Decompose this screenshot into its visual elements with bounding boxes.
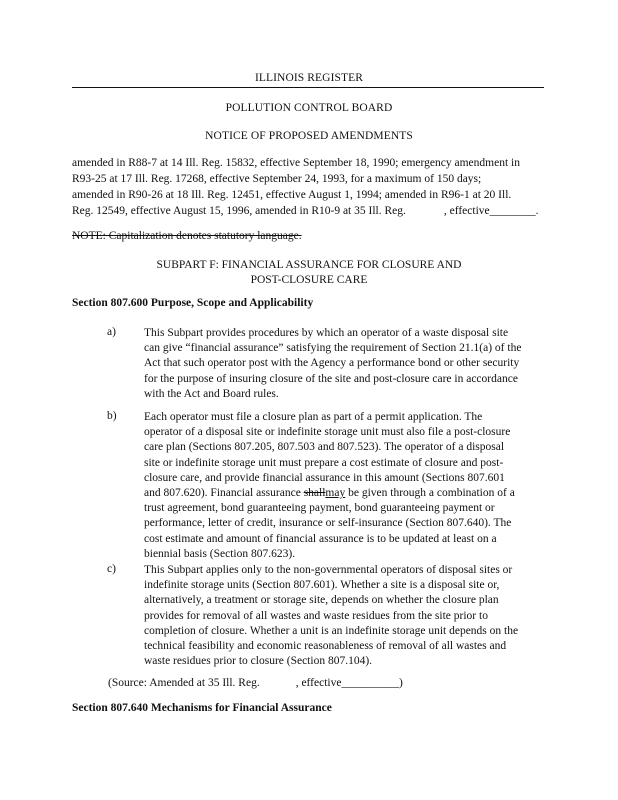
- section-807-600-heading: Section 807.600 Purpose, Scope and Applicability: [72, 297, 314, 309]
- source-effective-blank: __________): [341, 677, 403, 689]
- note-text: NOTE: Capitalization denotes statutory language.: [72, 230, 302, 242]
- item-b-line: Each operator must file a closure plan as part of a permit application. The: [144, 411, 483, 423]
- amended-line-suffix: be given through a combination of a: [345, 487, 515, 500]
- subpart-heading-line2: POST-CLOSURE CARE: [250, 274, 368, 286]
- item-c-line: provides for removal of all wastes and waste residues from the site prior to: [144, 609, 488, 622]
- notice-title: NOTICE OF PROPOSED AMENDMENTS: [205, 130, 413, 142]
- item-b-line: biennial basis (Section 807.623).: [144, 547, 296, 560]
- item-a-body: [144, 326, 554, 402]
- item-c-label: c): [107, 563, 116, 575]
- amended-line-prefix: and 807.620). Financial assurance: [144, 487, 304, 500]
- item-b-line: care plan (Sections 807.205, 807.503 and 807.523). The operator of a disposal: [144, 441, 505, 454]
- item-b-body: [144, 410, 554, 562]
- source-prefix: (Source: Amended at 35 Ill. Reg.: [108, 677, 260, 689]
- history-line: R93-25 at 17 Ill. Reg. 17268, effective September 24, 1993, for a maximum of 150 days;: [72, 173, 482, 185]
- struck-word: shall: [303, 487, 326, 500]
- history-effective-blank: ________.: [489, 205, 539, 217]
- item-b-label: b): [107, 410, 117, 422]
- item-b-line: operator of a disposal site or indefinite storage unit must also file a post-closure: [144, 426, 511, 439]
- item-c-body: [144, 563, 554, 669]
- item-a-line: This Subpart provides procedures by which an operator of a waste disposal site: [144, 327, 509, 339]
- item-c-line: waste residues prior to closure (Section 807.104).: [144, 655, 373, 668]
- item-c-line: alternatively, a treatment or storage site, depends on whether the closure plan: [144, 594, 499, 607]
- item-b-line: site or indefinite storage unit must prepare a cost estimate of closure and post-: [144, 456, 504, 469]
- item-b-line: cost estimate and amount of financial assurance is to be updated at least on a: [144, 532, 497, 545]
- history-line: amended in R88-7 at 14 Ill. Reg. 15832, effective September 18, 1990; emergency amendment in: [72, 157, 520, 169]
- item-a-line: for the purpose of insuring closure of the site and post-closure care in accordance: [144, 372, 518, 385]
- item-a-line: can give “financial assurance” satisfying the requirement of Section 21.1(a) of the: [144, 342, 522, 355]
- item-c-line: technical feasibility and economic reasonableness of removal of all wastes and: [144, 640, 507, 653]
- item-a-line: Act that such operator post with the Agency a performance bond or other security: [144, 357, 520, 370]
- history-paragraph: [72, 155, 552, 219]
- item-c-line: indefinite storage units (Section 807.601). Whether a site is a disposal site or,: [144, 579, 500, 592]
- register-title: ILLINOIS REGISTER: [254, 72, 364, 84]
- item-a-label: a): [107, 326, 116, 338]
- header-rule: [72, 87, 544, 88]
- inserted-word: may: [325, 487, 346, 500]
- subpart-heading: [0, 258, 618, 288]
- item-c-line: This Subpart applies only to the non-governmental operators of disposal sites or: [144, 564, 513, 576]
- source-note: [108, 677, 403, 689]
- item-c-line: completion of closure. Whether a unit is an indefinite storage unit depends on the: [144, 624, 519, 637]
- item-b-line: closure care, and provide financial assurance in this amount (Sections 807.601: [144, 471, 505, 484]
- item-a-line: with the Act and Board rules.: [144, 387, 279, 400]
- item-b-line: performance, letter of credit, insurance or self-insurance (Section 807.640). The: [144, 517, 512, 530]
- history-line-text: Reg. 12549, effective August 15, 1996, amended in R10-9 at 35 Ill. Reg.: [72, 205, 406, 217]
- history-line: amended in R90-26 at 18 Ill. Reg. 12451, effective August 1, 1994; amended in R96-1 at 20 Ill.: [72, 189, 512, 201]
- history-effective-label: , effective: [443, 205, 490, 217]
- subpart-heading-line1: SUBPART F: FINANCIAL ASSURANCE FOR CLOSURE AND: [156, 259, 462, 271]
- source-effective-label: , effective: [295, 677, 342, 689]
- board-title: POLLUTION CONTROL BOARD: [225, 102, 393, 114]
- section-807-640-heading: Section 807.640 Mechanisms for Financial Assurance: [72, 702, 332, 714]
- item-b-line: trust agreement, bond guaranteeing payment, bond guaranteeing payment or: [144, 502, 495, 515]
- statutory-note: [72, 228, 552, 244]
- history-line-last: [72, 203, 552, 219]
- item-b-amended-line: [144, 486, 554, 501]
